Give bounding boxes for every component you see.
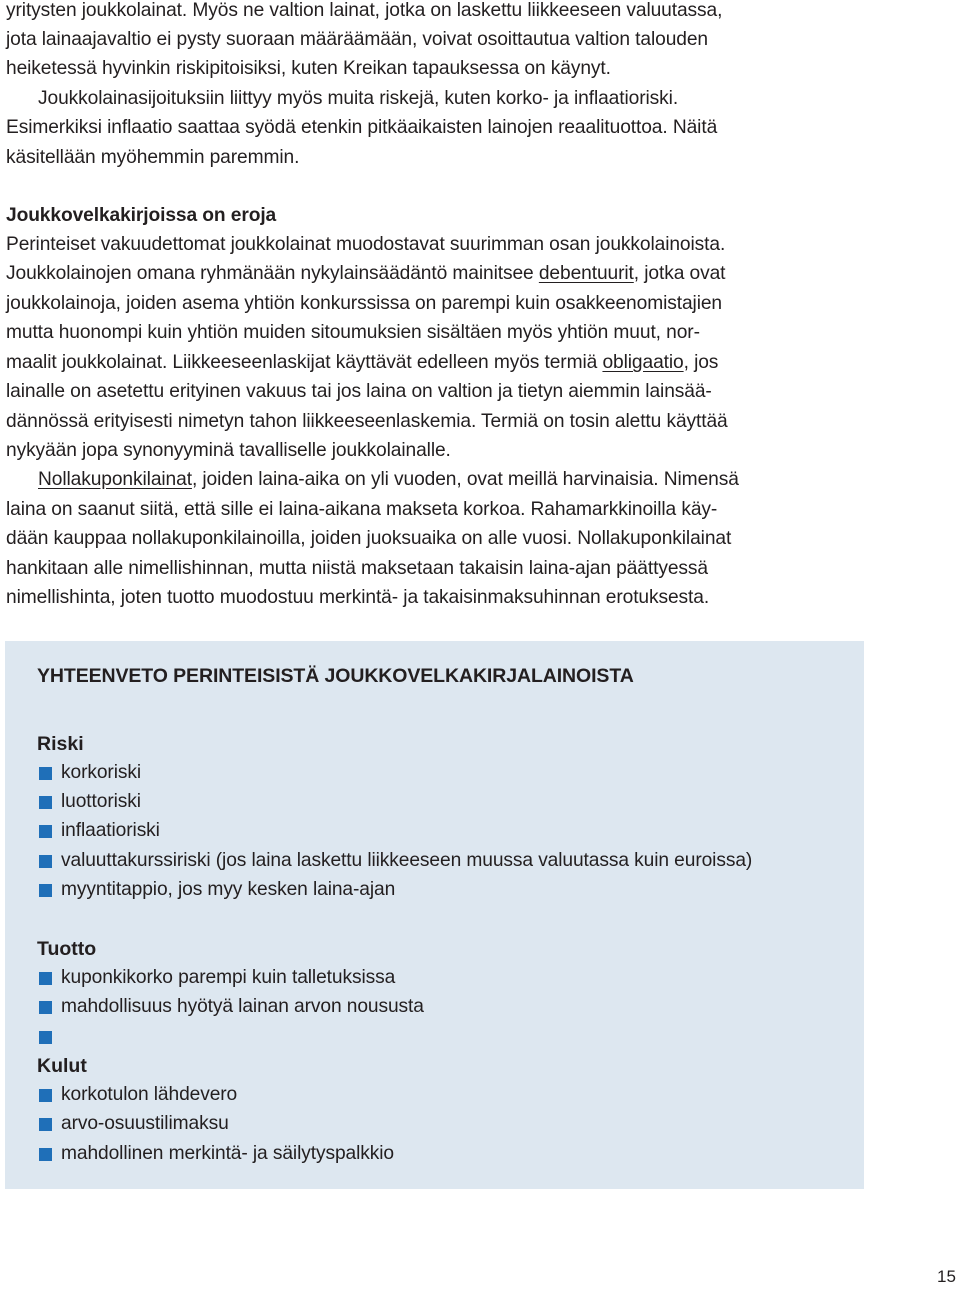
square-bullet-icon — [39, 825, 52, 838]
list-item-text: luottoriski — [61, 791, 141, 812]
body-text-line: yritysten joukkolainat. Myös ne valtion lainat, jotka on laskettu liikkeeseen valuutassa, — [6, 0, 723, 21]
body-text-line: Joukkolainasijoituksiin liittyy myös muita riskejä, kuten korko- ja inflaatioriski. — [38, 88, 679, 109]
text-run: Joukkolainojen omana ryhmänään nykylainsäädäntö mainitsee — [6, 263, 539, 284]
body-text-line: nykyään jopa synonyyminä tavalliselle joukkolainalle. — [6, 440, 451, 461]
page-number: 15 — [937, 1267, 956, 1286]
square-bullet-icon — [39, 1089, 52, 1102]
body-text-line: hankitaan alle nimellishinnan, mutta niistä maksetaan takaisin laina-ajan päättyessä — [6, 558, 708, 579]
section-heading: Joukkovelkakirjoissa on eroja — [6, 205, 277, 226]
list-item-text: arvo-osuustilimaksu — [61, 1113, 229, 1134]
body-text-line: Esimerkiksi inflaatio saattaa syödä etenkin pitkäaikaisten lainojen reaalituottoa. Näitä — [6, 117, 718, 138]
text-run: , jotka ovat — [633, 263, 726, 284]
square-bullet-icon — [39, 796, 52, 809]
square-bullet-icon — [39, 972, 52, 985]
body-text-line — [6, 348, 718, 378]
body-text-line: nimellishinta, joten tuotto muodostuu merkintä- ja takaisinmaksuhinnan erotuksesta. — [6, 587, 710, 608]
list-item-text: korkotulon lähdevero — [61, 1084, 238, 1105]
costs-heading: Kulut — [37, 1055, 87, 1077]
body-text-line: laina on saanut siitä, että sille ei laina-aikana makseta korkoa. Rahamarkkinoilla käy- — [6, 499, 718, 520]
return-heading: Tuotto — [37, 938, 97, 960]
body-text-line: käsitellään myöhemmin paremmin. — [6, 147, 300, 168]
term-link-nollakuponkilainat[interactable]: Nollakuponkilainat — [38, 469, 192, 490]
body-text-line: lainalle on asetettu erityinen vakuus tai jos laina on valtion ja tietyn aiemmin lainsää- — [6, 381, 712, 402]
body-text-line: jota lainaajavaltio ei pysty suoraan määräämään, voivat osoittautua valtion talouden — [6, 29, 708, 50]
body-text-line — [38, 465, 739, 495]
square-bullet-icon — [39, 1118, 52, 1131]
square-bullet-icon — [39, 767, 52, 780]
body-text-line: joukkolainoja, joiden asema yhtiön konkurssissa on parempi kuin osakkeenomistajien — [6, 293, 722, 314]
list-item-text: mahdollinen merkintä- ja säilytyspalkkio — [61, 1143, 394, 1164]
square-bullet-icon — [39, 884, 52, 897]
summary-title: YHTEENVETO PERINTEISISTÄ JOUKKOVELKAKIRJALAINOISTA — [37, 665, 634, 687]
body-text-line: heiketessä hyvinkin riskipitoisiksi, kuten Kreikan tapauksessa on käynyt. — [6, 58, 611, 79]
body-text-line: Perinteiset vakuudettomat joukkolainat muodostavat suurimman osan joukkolainoista. — [6, 234, 726, 255]
body-text-line — [6, 259, 725, 289]
list-item-text: valuuttakurssiriski (jos laina laskettu liikkeeseen muussa valuutassa kuin euroissa) — [61, 850, 753, 871]
square-bullet-icon — [39, 855, 52, 868]
text-run: , joiden laina-aika on yli vuoden, ovat meillä harvinaisia. Nimensä — [191, 469, 739, 490]
text-run: , jos — [683, 352, 719, 373]
body-text-line: mutta huonompi kuin yhtiön muiden sitoumuksien sisältäen myös yhtiön muut, nor- — [6, 322, 700, 343]
square-bullet-icon — [39, 1148, 52, 1161]
square-bullet-icon — [39, 1031, 52, 1044]
risk-heading: Riski — [37, 733, 84, 755]
list-item-text: kuponkikorko parempi kuin talletuksissa — [61, 967, 396, 988]
body-text-line: dännössä erityisesti nimetyn tahon liikkeeseenlaskemia. Termiä on tosin alettu käyttää — [6, 411, 728, 432]
term-link-obligaatio[interactable]: obligaatio — [602, 352, 684, 373]
square-bullet-icon — [39, 1001, 52, 1014]
summary-box — [5, 641, 864, 1189]
list-item-text: myyntitappio, jos myy kesken laina-ajan — [61, 879, 396, 900]
text-run: maalit joukkolainat. Liikkeeseenlaskijat käyttävät edelleen myös termiä — [6, 352, 603, 373]
list-item-text: mahdollisuus hyötyä lainan arvon noususta — [61, 996, 424, 1017]
term-link-debentuurit[interactable]: debentuurit — [538, 263, 634, 284]
list-item-text: inflaatioriski — [61, 820, 160, 841]
list-item-text: korkoriski — [61, 762, 142, 783]
body-text-line: dään kauppaa nollakuponkilainoilla, joiden juoksuaika on alle vuosi. Nollakuponkilainat — [6, 528, 732, 549]
